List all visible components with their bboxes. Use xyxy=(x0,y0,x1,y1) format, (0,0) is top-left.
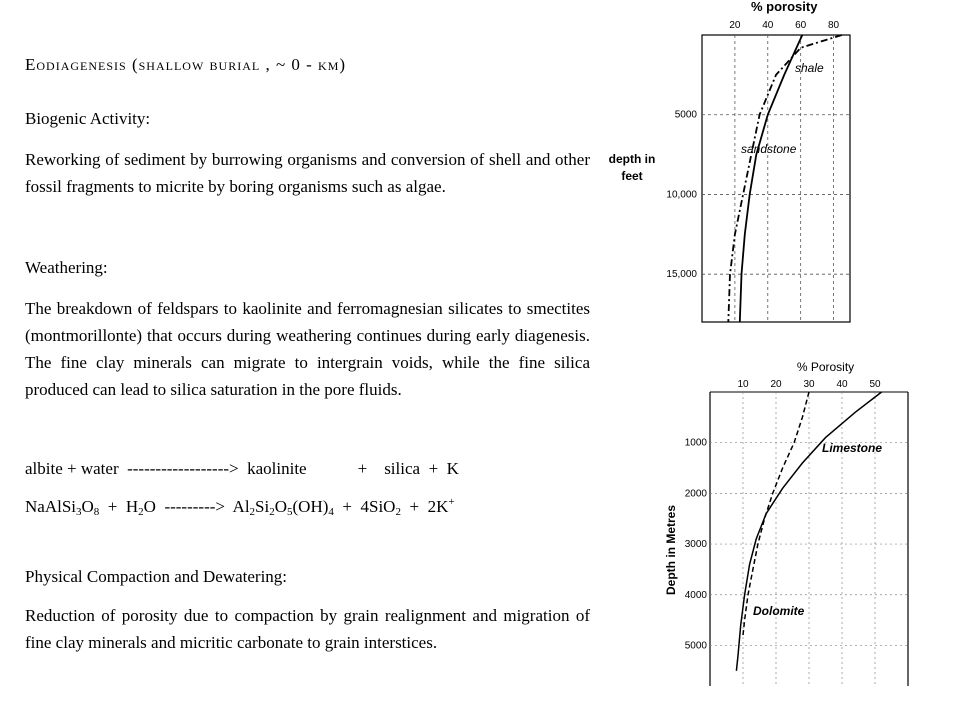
page-title: Eodiagenesis (shallow burial , ~ 0 - km) xyxy=(25,55,347,74)
chart2-y-tick-label: 2000 xyxy=(684,488,707,500)
eq2-plus-a: + xyxy=(107,497,118,516)
chart1-y-tick-label: 10,000 xyxy=(666,189,697,201)
chart1-x-axis-label: % porosity xyxy=(750,0,818,14)
chart1-plot-frame xyxy=(702,35,850,322)
chart2-x-tick-label: 50 xyxy=(869,379,881,390)
chart2-x-tick-label: 30 xyxy=(803,379,815,390)
eq2-plus-b: + xyxy=(342,497,352,516)
eq1-product2: silica xyxy=(384,459,421,478)
chemical-equation xyxy=(25,494,590,520)
eq1-reactant: albite + water xyxy=(25,459,119,478)
chart1-series-sandstone xyxy=(740,35,803,322)
chart2-series-label-limestone: Limestone xyxy=(822,441,883,455)
biogenic-heading: Biogenic Activity: xyxy=(25,109,151,128)
chart1-series-label-shale: shale xyxy=(795,61,824,75)
eq1-product1: kaolinite xyxy=(247,459,307,478)
chart2-y-tick-label: 1000 xyxy=(684,437,707,449)
eq2-plus-c: + xyxy=(409,497,420,516)
eq2-albite: $NaAlSi_3O_8$ xyxy=(25,497,100,518)
eq1-product3: K xyxy=(446,459,459,478)
chart2-x-tick-label: 40 xyxy=(836,379,848,390)
eq1-plus2: + xyxy=(428,459,439,478)
chart2-series-label-dolomite: Dolomite xyxy=(753,604,805,618)
chart2-x-axis-label: % Porosity xyxy=(796,360,855,374)
eq1-plus1: + xyxy=(357,459,368,478)
eq2-water: $H_2O$ xyxy=(125,497,156,518)
chart1-x-tick-label: 20 xyxy=(729,20,741,31)
chart2-series-Limestone xyxy=(736,392,881,671)
chart2-series-Dolomite xyxy=(743,392,809,635)
eq2-kaolinite: $Al_2Si_2O_5(OH)_4$ xyxy=(232,497,334,518)
chart1-series-shale xyxy=(728,35,842,322)
chart1-y-axis-label-2: feet xyxy=(621,169,643,183)
chart2-y-axis-label: Depth in Metres xyxy=(664,504,678,596)
eq2-potassium: 2K+ xyxy=(427,496,455,516)
chart2-y-tick-label: 4000 xyxy=(684,589,707,601)
eq2-arrow: ---------> xyxy=(164,497,225,516)
chart2-x-tick-label: 20 xyxy=(770,379,782,390)
chart1-x-tick-label: 40 xyxy=(762,20,774,31)
chart2-x-tick-label: 10 xyxy=(737,379,749,390)
eq2-silica: 4SiO$_2$ xyxy=(360,497,401,518)
weathering-body: The breakdown of feldspars to kaolinite and ferromagnesian silicates to smectites (montmorillonte) that occurs during weathering continues during early diagenesis. The fine clay minerals can migrate to intergrain voids, while the fine silica produced can lead to silica saturation in the pore fluids. xyxy=(25,299,590,399)
chart1-series-label-sandstone: sandstone xyxy=(741,142,797,156)
chart2-y-tick-label: 3000 xyxy=(684,539,707,551)
physical-body: Reduction of porosity due to compaction by grain realignment and migration of fine clay minerals and micritic carbonate to grain interstices. xyxy=(25,606,590,652)
chart1-y-tick-label: 5000 xyxy=(674,109,697,121)
eq1-arrow: ------------------> xyxy=(127,459,239,478)
chart2-y-tick-label: 5000 xyxy=(684,640,707,652)
biogenic-body: Reworking of sediment by burrowing organisms and conversion of shell and other fossil fragments to micrite by boring organisms such as algae. xyxy=(25,150,590,196)
chart1-x-tick-label: 60 xyxy=(795,20,807,31)
weathering-heading: Weathering: xyxy=(25,258,108,277)
physical-heading: Physical Compaction and Dewatering: xyxy=(25,567,288,586)
chart1-x-tick-label: 80 xyxy=(827,20,840,31)
chart1-y-axis-label: depth in xyxy=(608,152,656,166)
chart1-y-tick-label: 15,000 xyxy=(666,269,697,281)
word-equation xyxy=(25,456,590,482)
